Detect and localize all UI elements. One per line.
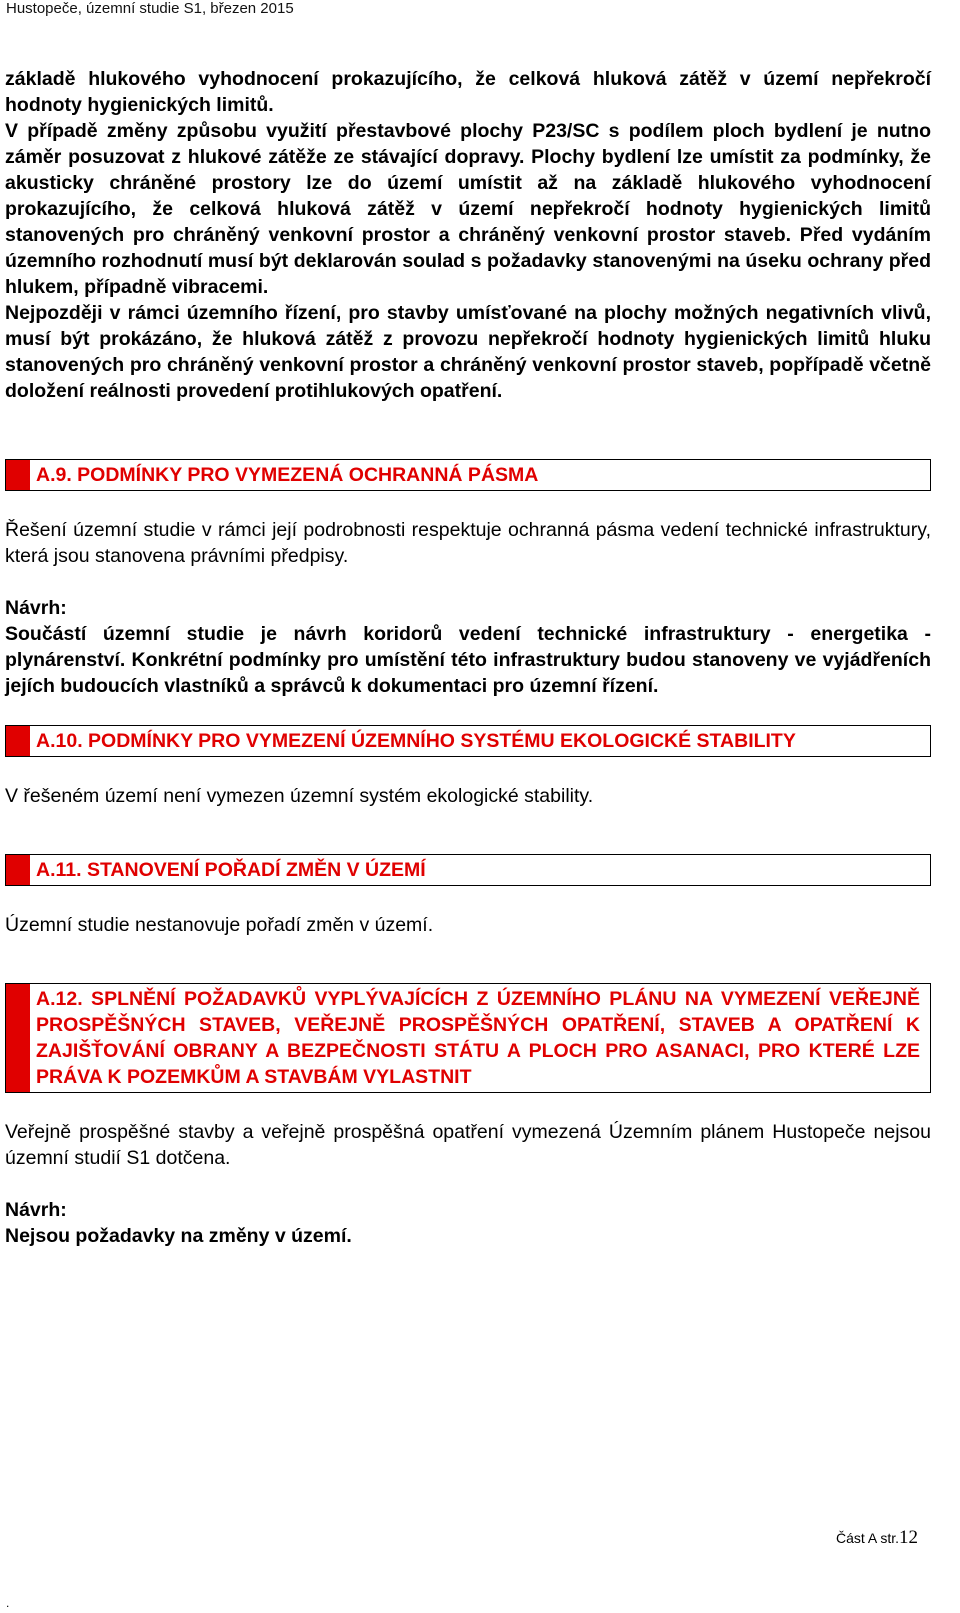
section-a9-text: Řešení územní studie v rámci její podrobnosti respektuje ochranná pásma vedení technické infrastruktury, která jsou stanovena právními předpisy. [5,519,931,567]
section-a10-title: A.10. PODMÍNKY PRO VYMEZENÍ ÚZEMNÍHO SYSTÉMU EKOLOGICKÉ STABILITY [36,730,796,752]
intro-paragraph-1: základě hlukového vyhodnocení prokazujícího, že celková hluková zátěž v území nepřekročí hodnoty hygienických limitů. [5,68,931,116]
heading-marker [6,855,30,885]
section-a11-text: Územní studie nestanovuje pořadí změn v území. [5,914,434,936]
section-a12-navrh-label: Návrh: [5,1199,67,1221]
section-a10-heading [5,725,931,757]
heading-marker [6,726,30,756]
heading-marker [6,984,30,1092]
section-a9-navrh-label: Návrh: [5,597,67,619]
section-a11-title: A.11. STANOVENÍ POŘADÍ ZMĚN V ÚZEMÍ [36,859,426,881]
section-a10-text: V řešeném území není vymezen územní systém ekologické stability. [5,785,594,807]
section-a9-heading [5,459,931,491]
footer-page-prefix: str. [880,1530,900,1546]
footer-dot: . [6,1596,10,1610]
section-a12-navrh-text: Nejsou požadavky na změny v území. [5,1225,352,1247]
page-footer [836,1527,918,1549]
section-a12-heading [5,983,931,1093]
section-a9-navrh-text: Součástí územní studie je návrh koridorů vedení technické infrastruktury - energetika - plynárenství. Konkrétní podmínky pro umístění této infrastruktury budou stanoveny ve vyjádřeních jejích budoucích vlastníků a správců k dokumentaci pro územní řízení. [5,623,931,697]
heading-marker [6,460,30,490]
section-a12-title: A.12. SPLNĚNÍ POŽADAVKŮ VYPLÝVAJÍCÍCH Z ÚZEMNÍHO PLÁNU NA VYMEZENÍ VEŘEJNĚ PROSPĚŠNÝCH STAVEB, VEŘEJNĚ PROSPĚŠNÝCH OPATŘENÍ, STAVEB A OPATŘENÍ K ZAJIŠŤOVÁNÍ OBRANY A BEZPEČNOSTI STÁTU A PLOCH PRO ASANACI, PRO KTERÉ LZE PRÁVA K POZEMKŮM A STAVBÁM VYLASTNIT [36,988,920,1088]
document-body [5,66,931,1249]
footer-part: Část A [836,1530,877,1546]
intro-paragraph-2: V případě změny způsobu využití přestavbové plochy P23/SC s podílem ploch bydlení je nutno záměr posuzovat z hlukové zátěže ze stávající dopravy. Plochy bydlení lze umístit za podmínky, že akusticky chráněné prostory lze do území umístit až na základě hlukového vyhodnocení prokazujícího, že celková hluková zátěž v území nepřekročí hodnoty hygienických limitů stanovených pro chráněný venkovní prostor a chráněný venkovní prostor staveb. Před vydáním územního rozhodnutí musí být deklarován soulad s požadavky stanovenými na úseku ochrany před hlukem, případně vibracemi. [5,120,931,298]
footer-page-number: 12 [899,1527,919,1548]
document-header: Hustopeče, územní studie S1, březen 2015 [6,0,294,17]
section-a12-text: Veřejně prospěšné stavby a veřejně prospěšná opatření vymezená Územním plánem Hustopeče nejsou územní studií S1 dotčena. [5,1121,931,1169]
section-a11-heading [5,854,931,886]
intro-paragraph-3: Nejpozději v rámci územního řízení, pro stavby umísťované na plochy možných negativních vlivů, musí být prokázáno, že hluková zátěž z provozu nepřekročí hodnoty hygienických limitů hluku stanovených pro chráněný venkovní prostor a chráněný venkovní prostor staveb, popřípadě včetně doložení reálnosti provedení protihlukových opatření. [5,302,931,402]
section-a9-title: A.9. PODMÍNKY PRO VYMEZENÁ OCHRANNÁ PÁSMA [36,464,539,486]
